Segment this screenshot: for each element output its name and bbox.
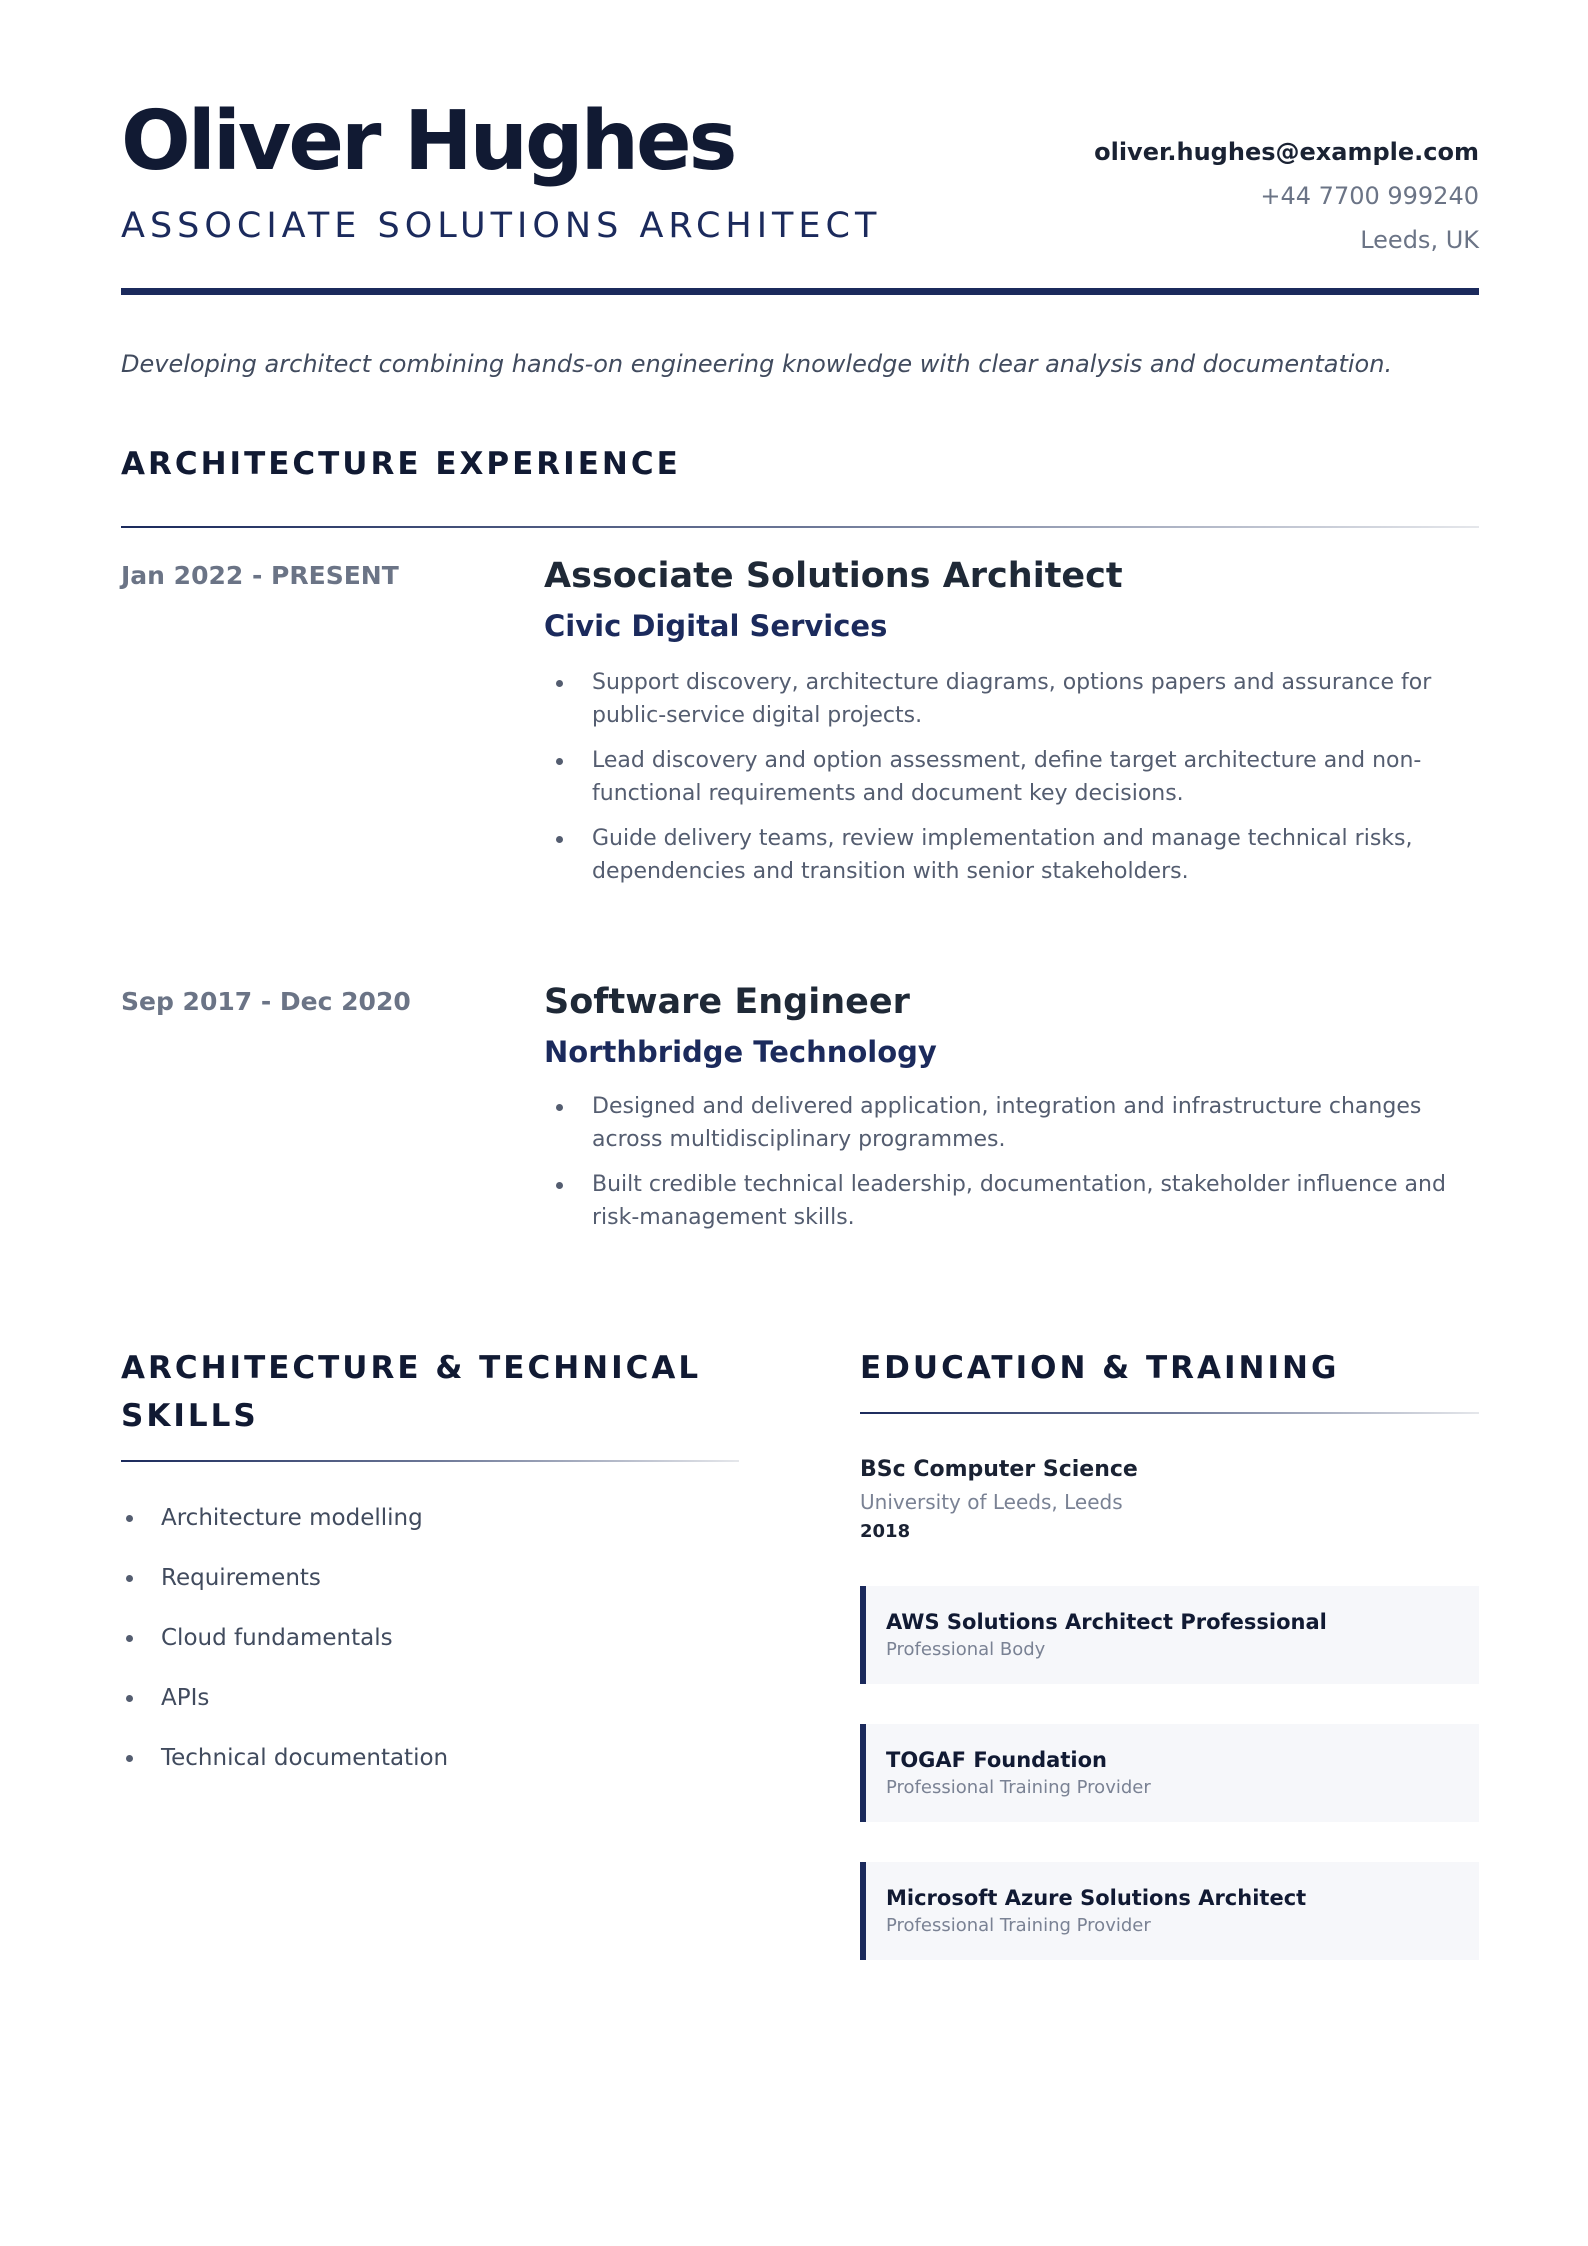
skill-label: APIs [161,1685,210,1711]
certification-name: AWS Solutions Architect Professional [886,1610,1327,1634]
profile-summary: Developing architect combining hands-on engineering knowledge with clear analysis and documentation. [121,350,1393,378]
bullet-dot-icon [556,758,563,765]
skills-divider [121,1460,739,1462]
bullet-dot-icon [126,1635,133,1642]
job-company: Civic Digital Services [544,609,888,643]
job-title: Associate Solutions Architect [544,556,1123,596]
job-bullet [544,1168,1479,1234]
education-section [860,1344,1479,1960]
certification-issuer: Professional Training Provider [886,1777,1151,1798]
candidate-role: ASSOCIATE SOLUTIONS ARCHITECT [121,206,882,246]
bullet-dot-icon [556,1104,563,1111]
job-bullet [544,666,1479,732]
job-bullets [544,1090,1479,1234]
contact-block [1094,130,1479,262]
resume-header [121,92,1479,262]
job-dates: Jan 2022 - PRESENT [121,561,399,590]
job-company: Northbridge Technology [544,1035,937,1069]
candidate-name: Oliver Hughes [121,94,735,189]
bullet-dot-icon [556,1182,563,1189]
skills-list [121,1498,739,1798]
job-bullet-text: Lead discovery and option assessment, define target architecture and non-functional requirements and document key decisions. [592,748,1422,806]
degree-year: 2018 [860,1521,911,1542]
skill-label: Cloud fundamentals [161,1625,393,1651]
contact-location: Leeds, UK [1360,226,1479,254]
job-bullet-text: Built credible technical leadership, documentation, stakeholder influence and risk-management skills. [592,1172,1446,1230]
contact-email[interactable]: oliver.hughes@example.com [1094,138,1479,166]
degree-name: BSc Computer Science [860,1457,1138,1482]
job-dates: Sep 2017 - Dec 2020 [121,987,411,1016]
degree-entry [860,1454,1479,1546]
degree-school: University of Leeds, Leeds [860,1490,1123,1514]
job-bullets [544,666,1479,888]
skill-item [121,1618,739,1678]
certification-name: TOGAF Foundation [886,1748,1107,1772]
skill-label: Requirements [161,1565,321,1591]
job-bullet-text: Guide delivery teams, review implementation and manage technical risks, dependencies and transition with senior stakeholders. [592,826,1413,884]
job-title: Software Engineer [544,982,910,1022]
certification-issuer: Professional Training Provider [886,1915,1151,1936]
skill-item [121,1738,739,1798]
education-divider [860,1412,1479,1414]
bullet-dot-icon [126,1755,133,1762]
certification-name: Microsoft Azure Solutions Architect [886,1886,1307,1910]
certification-card [860,1724,1479,1822]
job-bullet [544,1090,1479,1156]
bullet-dot-icon [126,1695,133,1702]
skill-label: Architecture modelling [161,1505,423,1531]
experience-divider [121,526,1479,528]
skill-item [121,1678,739,1738]
skill-label: Technical documentation [161,1745,449,1771]
bullet-dot-icon [556,680,563,687]
job-details [544,556,1479,900]
experience-section-header [121,440,1479,528]
job-bullet-text: Support discovery, architecture diagrams, options papers and assurance for public-service digital projects. [592,670,1432,728]
certification-card [860,1586,1479,1684]
job-details [544,982,1479,1246]
skill-item [121,1558,739,1618]
bullet-dot-icon [556,836,563,843]
job-bullet [544,822,1479,888]
skill-item [121,1498,739,1558]
bullet-dot-icon [126,1515,133,1522]
header-divider [121,288,1479,295]
skills-section [121,1344,739,1798]
contact-phone[interactable]: +44 7700 999240 [1260,182,1479,210]
education-title: EDUCATION & TRAINING [860,1350,1340,1386]
certification-card [860,1862,1479,1960]
certification-issuer: Professional Body [886,1639,1046,1660]
job-bullet [544,744,1479,810]
skills-title: ARCHITECTURE & TECHNICAL SKILLS [121,1350,702,1434]
job-bullet-text: Designed and delivered application, integration and infrastructure changes across multidisciplinary programmes. [592,1094,1422,1152]
bullet-dot-icon [126,1575,133,1582]
resume-page [121,0,1479,2246]
experience-title: ARCHITECTURE EXPERIENCE [121,446,681,482]
